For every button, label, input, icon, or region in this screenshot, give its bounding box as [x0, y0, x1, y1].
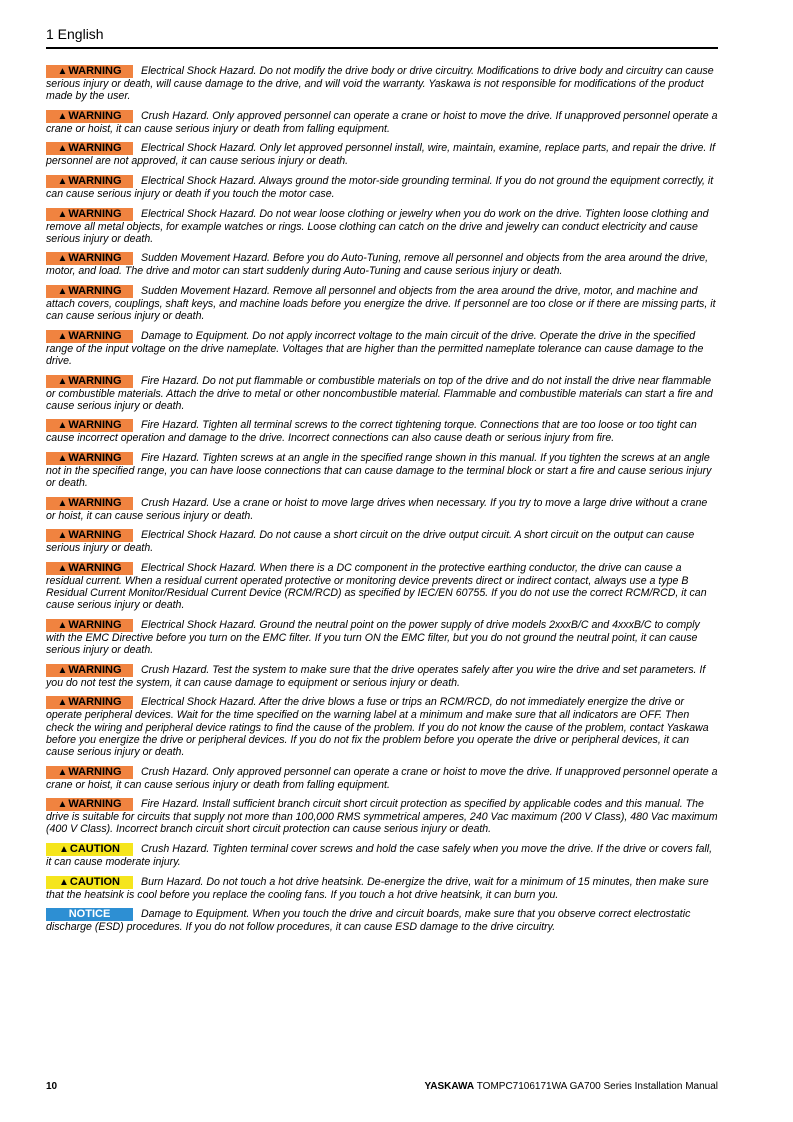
warning-badge [46, 419, 133, 432]
warning-badge [46, 142, 133, 155]
badge-label: WARNING [68, 451, 122, 464]
notice-text: Sudden Movement Hazard. Remove all personnel and objects from the area around the drive, motor, and machine and attach covers, couplings, shaft keys, and machine loads before you energize the drive. If personnel are too close or if there are missing parts, it can cause serious injury or death. [46, 284, 716, 323]
badge-label: WARNING [68, 765, 122, 778]
warning-triangle-icon: ▲ [57, 697, 68, 709]
notice-text: Crush Hazard. Only approved personnel can operate a crane or hoist to move the drive. If unapproved personnel operate a crane or hoist, it can cause serious injury or death from falling equipment. [46, 109, 718, 135]
notice-text: Fire Hazard. Install sufficient branch circuit short circuit protection as specified by applicable codes and this manual. The drive is suitable for circuits that supply not more than 100,000 RMS symmetrical amperes, 240 Vac maximum (200 V Class), 480 Vac maximum (400 V Class). Incorrect branch circuit short circuit protection can cause serious injury or death. [46, 798, 718, 836]
badge-label: CAUTION [69, 875, 120, 888]
warning-notice [46, 419, 718, 444]
notice-text: Damage to Equipment. When you touch the drive and circuit boards, make sure that you observe correct electrostatic discharge (ESD) procedures. If you do not follow procedures, it can cause ESD damage to the drive circuitry. [46, 908, 691, 934]
warning-badge [46, 619, 133, 632]
notice-text: Electrical Shock Hazard. Do not wear loose clothing or jewelry when you do work on the drive. Tighten loose clothing and remove all metal objects, for example watches or rings. Loose clothing can catch on the drive and jewelry can conduct electricity and cause serious injury or death. [46, 207, 709, 245]
warning-triangle-icon: ▲ [57, 452, 68, 464]
document-title: TOMPC7106171WA GA700 Series Installation Manual [476, 1081, 718, 1092]
section-title: 1 English [46, 26, 104, 42]
warning-triangle-icon: ▲ [57, 664, 68, 676]
warning-triangle-icon: ▲ [57, 530, 68, 542]
notice-text: Burn Hazard. Do not touch a hot drive heatsink. De-energize the drive, wait for a minimum of 15 minutes, then make sure that the heatsink is cool before you replace the cooling fans. If you touch a hot drive heatsink, it can burn you. [46, 875, 709, 901]
warning-triangle-icon: ▲ [57, 420, 68, 432]
warning-notice [46, 497, 718, 522]
notice-text: Sudden Movement Hazard. Before you do Auto-Tuning, remove all personnel and objects from the area around the drive, motor, and load. The drive and motor can start suddenly during Auto-Tuning and cause serious injury or death. [46, 252, 709, 278]
document-reference [424, 1081, 718, 1092]
badge-label: WARNING [68, 329, 122, 342]
badge-label: WARNING [68, 561, 122, 574]
warning-triangle-icon: ▲ [57, 208, 68, 220]
notice-badge [46, 908, 133, 921]
notice-notice [46, 908, 718, 933]
warning-notice [46, 208, 718, 245]
badge-label: WARNING [68, 252, 122, 265]
warning-badge [46, 330, 133, 343]
warning-notice [46, 142, 718, 167]
warning-badge [46, 529, 133, 542]
warning-notice [46, 798, 718, 835]
warning-badge [46, 252, 133, 265]
warning-badge [46, 175, 133, 188]
warning-badge [46, 285, 133, 298]
badge-label: WARNING [68, 109, 122, 122]
badge-label: WARNING [68, 663, 122, 676]
warning-triangle-icon: ▲ [58, 876, 69, 888]
notice-text: Crush Hazard. Only approved personnel can operate a crane or hoist to move the drive. If unapproved personnel operate a crane or hoist, it can cause serious injury or death from falling equipment. [46, 765, 718, 791]
badge-label: WARNING [68, 496, 122, 509]
warning-triangle-icon: ▲ [57, 110, 68, 122]
warning-notice [46, 330, 718, 367]
caution-badge [46, 876, 133, 889]
warning-badge [46, 110, 133, 123]
safety-notices [46, 65, 718, 941]
badge-label: WARNING [68, 798, 122, 811]
warning-triangle-icon: ▲ [57, 66, 68, 77]
notice-text: Electrical Shock Hazard. Only let approved personnel install, wire, maintain, examine, replace parts, and repair the drive. If personnel are not approved, it can cause serious injury or death. [46, 142, 716, 168]
caution-badge [46, 843, 133, 856]
warning-notice [46, 175, 718, 200]
warning-badge [46, 664, 133, 677]
warning-triangle-icon: ▲ [57, 562, 68, 574]
warning-notice [46, 452, 718, 489]
badge-label: CAUTION [69, 842, 120, 855]
notice-text: Fire Hazard. Tighten screws at an angle in the specified range shown in this manual. If you tighten the screws at an angle not in the specified range, you can have loose connections that can cause damage to the terminal block or start a fire and cause serious injury or death. [46, 451, 712, 490]
badge-label: WARNING [68, 65, 122, 77]
notice-text: Electrical Shock Hazard. Ground the neutral point on the power supply of drive models 2xxxB/C and 4xxxB/C to comply with the EMC Directive before you turn on the EMC filter. If you turn ON the EMC filter, but you do not ground the neutral point, it can cause serious injury or death. [46, 618, 700, 657]
warning-triangle-icon: ▲ [57, 619, 68, 631]
warning-notice [46, 110, 718, 135]
warning-notice [46, 766, 718, 791]
badge-label: WARNING [68, 207, 122, 220]
warning-notice [46, 252, 718, 277]
notice-text: Electrical Shock Hazard. When there is a DC component in the protective earthing conductor, the drive can cause a residual current. When a residual current operated protective or monitoring device prevents direct or indirect contact, always use a type B Residual Current Monitor/Residual Current Device (RCM/RCD) as specified by IEC/EN 60755. If you do not use the correct RCM/RCD, it can cause serious injury or death. [46, 561, 707, 612]
warning-notice [46, 65, 718, 102]
badge-label: WARNING [68, 696, 122, 709]
badge-label: WARNING [68, 374, 122, 387]
warning-notice [46, 619, 718, 656]
warning-badge [46, 696, 133, 709]
warning-badge [46, 798, 133, 811]
page-number: 10 [46, 1081, 58, 1092]
warning-notice [46, 562, 718, 612]
notice-text: Fire Hazard. Do not put flammable or combustible materials on top of the drive and do not install the drive near flammable or combustible materials. Attach the drive to metal or other noncombustible material. Flammable and combustible materials can start a fire and cause serious injury or death. [46, 374, 713, 412]
warning-triangle-icon: ▲ [57, 330, 68, 342]
notice-text: Damage to Equipment. Do not apply incorrect voltage to the main circuit of the drive. Operate the drive in the specified range of the input voltage on the drive nameplate. Voltages that are higher than the permitted nameplate tolerance can cause damage to the drive. [46, 329, 704, 367]
warning-notice [46, 529, 718, 554]
warning-badge [46, 208, 133, 221]
warning-triangle-icon: ▲ [57, 497, 68, 509]
warning-badge [46, 562, 133, 575]
warning-badge [46, 452, 133, 465]
badge-label: WARNING [68, 142, 122, 155]
warning-triangle-icon: ▲ [57, 375, 68, 387]
warning-notice [46, 375, 718, 412]
caution-notice [46, 876, 718, 901]
notice-text: Electrical Shock Hazard. Do not cause a short circuit on the drive output circuit. A short circuit on the output can cause serious injury or death. [46, 529, 695, 555]
warning-notice [46, 696, 718, 758]
badge-label: WARNING [68, 419, 122, 432]
warning-notice [46, 285, 718, 322]
caution-notice [46, 843, 718, 868]
notice-text: Electrical Shock Hazard. After the drive blows a fuse or trips an RCM/RCD, do not immediately energize the drive or operate peripheral devices. Wait for the time specified on the warning label at a minimum and make sure that all indicators are OFF. Then check the wiring and peripheral device ratings to find the cause of the problem. If you do not know the cause of the problem, contact Yaskawa before you energize the drive or peripheral devices. If you do not fix the problem before you operate the drive or peripheral devices, it can cause serious injury or death. [46, 696, 709, 758]
warning-triangle-icon: ▲ [57, 175, 68, 187]
warning-badge [46, 375, 133, 388]
notice-text: Crush Hazard. Use a crane or hoist to move large drives when necessary. If you try to move a large drive without a crane or hoist, it can cause serious injury or death. [46, 496, 708, 522]
badge-label: WARNING [68, 174, 122, 187]
badge-label: WARNING [68, 529, 122, 542]
notice-text: Crush Hazard. Test the system to make sure that the drive operates safely after you wire the drive and set parameters. If you do not test the system, it can cause damage to equipment or serious injury or death. [46, 663, 706, 689]
warning-triangle-icon: ▲ [57, 253, 68, 265]
warning-notice [46, 664, 718, 689]
notice-text: Crush Hazard. Tighten terminal cover screws and hold the case safely when you move the drive. If the drive or covers fall, it can cause moderate injury. [46, 842, 713, 868]
warning-badge [46, 766, 133, 779]
warning-badge [46, 497, 133, 510]
page-header [46, 25, 718, 49]
warning-triangle-icon: ▲ [58, 843, 69, 855]
warning-triangle-icon: ▲ [57, 143, 68, 155]
notice-text: Electrical Shock Hazard. Always ground the motor-side grounding terminal. If you do not ground the equipment correctly, it can cause serious injury or death if you touch the motor case. [46, 174, 714, 200]
badge-label: NOTICE [68, 908, 111, 921]
badge-label: WARNING [68, 284, 122, 297]
notice-text: Electrical Shock Hazard. Do not modify the drive body or drive circuitry. Modifications to drive body and circuitry can cause serious injury or death, will cause damage to the drive, and will void the warranty. Yaskawa is not responsible for modifications of the product made by the user. [46, 65, 714, 103]
warning-triangle-icon: ▲ [57, 766, 68, 778]
brand-name: YASKAWA [424, 1081, 475, 1092]
notice-text: Fire Hazard. Tighten all terminal screws to the correct tightening torque. Connections that are too loose or too tight can cause incorrect operation and damage to the drive. Incorrect connections can also cause death or serious injury from fire. [46, 419, 697, 445]
warning-triangle-icon: ▲ [57, 285, 68, 297]
warning-triangle-icon: ▲ [57, 799, 68, 811]
warning-badge [46, 65, 133, 78]
badge-label: WARNING [68, 618, 122, 631]
